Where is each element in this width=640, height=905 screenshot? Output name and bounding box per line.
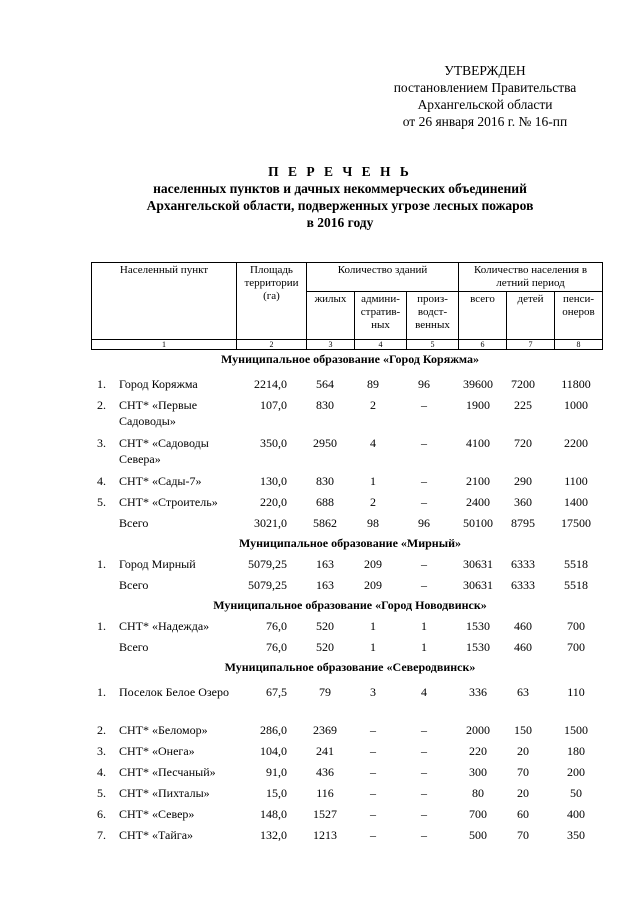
row-name: Город Мирный bbox=[119, 557, 196, 571]
row-pensioners: 700 bbox=[567, 640, 585, 654]
row-admin: 98 bbox=[367, 516, 379, 530]
row-pensioners: 110 bbox=[567, 685, 585, 699]
row-number: 3. bbox=[97, 744, 106, 758]
row-production: 1 bbox=[421, 619, 427, 633]
row-number: 1. bbox=[97, 619, 106, 633]
table-row bbox=[91, 397, 609, 428]
row-residential: 116 bbox=[316, 786, 334, 800]
row-residential: 163 bbox=[316, 557, 334, 571]
title-line1: населенных пунктов и дачных некоммерческих объединений bbox=[153, 181, 527, 196]
row-pensioners: 2200 bbox=[564, 436, 588, 450]
table-row bbox=[91, 618, 609, 638]
row-children: 60 bbox=[517, 807, 529, 821]
table-row bbox=[91, 473, 609, 493]
row-children: 63 bbox=[517, 685, 529, 699]
row-population-all: 39600 bbox=[463, 377, 493, 391]
document-title bbox=[60, 163, 620, 231]
section-title: Муниципальное образование «Город Новодвинск» bbox=[213, 598, 487, 612]
row-name: СНТ* «Тайга» bbox=[119, 828, 194, 842]
row-area: 286,0 bbox=[260, 723, 287, 737]
col-num: 5 bbox=[407, 340, 459, 350]
section-title: Муниципальное образование «Мирный» bbox=[238, 536, 462, 550]
row-name: Всего bbox=[119, 516, 149, 530]
row-population-all: 1530 bbox=[466, 619, 490, 633]
row-admin: – bbox=[370, 723, 376, 737]
col-num: 6 bbox=[459, 340, 507, 350]
row-children: 70 bbox=[517, 828, 529, 842]
header-children: детей bbox=[507, 292, 555, 340]
row-residential: 1527 bbox=[313, 807, 337, 821]
row-population-all: 300 bbox=[469, 765, 487, 779]
table-row bbox=[91, 577, 609, 597]
row-pensioners: 1400 bbox=[564, 495, 588, 509]
row-admin: – bbox=[370, 786, 376, 800]
row-production: – bbox=[421, 495, 427, 509]
approval-block bbox=[340, 62, 630, 130]
row-area: 130,0 bbox=[260, 474, 287, 488]
col-num: 2 bbox=[237, 340, 307, 350]
row-area: 91,0 bbox=[266, 765, 287, 779]
row-children: 20 bbox=[517, 786, 529, 800]
row-residential: 688 bbox=[316, 495, 334, 509]
row-admin: 209 bbox=[364, 578, 382, 592]
row-admin: 3 bbox=[370, 685, 376, 699]
row-pensioners: 700 bbox=[567, 619, 585, 633]
row-children: 6333 bbox=[511, 557, 535, 571]
row-residential: 520 bbox=[316, 640, 334, 654]
col-num: 4 bbox=[355, 340, 407, 350]
table-row bbox=[91, 684, 609, 704]
row-population-all: 500 bbox=[469, 828, 487, 842]
table-row bbox=[91, 556, 609, 576]
row-name: СНТ* «Первые Садоводы» bbox=[119, 398, 198, 428]
row-area: 148,0 bbox=[260, 807, 287, 821]
section-title: Муниципальное образование «Северодвинск» bbox=[224, 660, 476, 674]
row-production: – bbox=[421, 398, 427, 412]
row-admin: 89 bbox=[367, 377, 379, 391]
header-residential: жилых bbox=[307, 292, 355, 340]
row-name: СНТ* «Садоводы Севера» bbox=[119, 436, 209, 466]
row-name: СНТ* «Пихталы» bbox=[119, 786, 210, 800]
row-admin: – bbox=[370, 807, 376, 821]
row-number: 3. bbox=[97, 436, 106, 450]
table-row bbox=[91, 806, 609, 826]
row-pensioners: 5518 bbox=[564, 557, 588, 571]
row-population-all: 700 bbox=[469, 807, 487, 821]
row-name: СНТ* «Строитель» bbox=[119, 495, 218, 509]
row-area: 104,0 bbox=[260, 744, 287, 758]
row-children: 225 bbox=[514, 398, 532, 412]
row-pensioners: 5518 bbox=[564, 578, 588, 592]
row-pensioners: 350 bbox=[567, 828, 585, 842]
table-row bbox=[91, 827, 609, 847]
approval-title: УТВЕРЖДЕН bbox=[444, 63, 526, 78]
row-number: 1. bbox=[97, 377, 106, 391]
row-name: Всего bbox=[119, 578, 149, 592]
row-pensioners: 11800 bbox=[561, 377, 591, 391]
row-area: 5079,25 bbox=[248, 557, 287, 571]
row-children: 290 bbox=[514, 474, 532, 488]
row-number: 7. bbox=[97, 828, 106, 842]
row-production: – bbox=[421, 557, 427, 571]
row-admin: 1 bbox=[370, 474, 376, 488]
row-population-all: 2400 bbox=[466, 495, 490, 509]
row-number: 6. bbox=[97, 807, 106, 821]
row-area: 76,0 bbox=[266, 619, 287, 633]
row-name: СНТ* «Сады-7» bbox=[119, 474, 202, 488]
row-production: 96 bbox=[418, 516, 430, 530]
row-pensioners: 1500 bbox=[564, 723, 588, 737]
row-children: 360 bbox=[514, 495, 532, 509]
row-area: 76,0 bbox=[266, 640, 287, 654]
row-production: – bbox=[421, 765, 427, 779]
row-pensioners: 200 bbox=[567, 765, 585, 779]
row-residential: 830 bbox=[316, 474, 334, 488]
header-population: Количество населения в летний период bbox=[459, 263, 603, 292]
row-population-all: 4100 bbox=[466, 436, 490, 450]
title-line2: Архангельской области, подверженных угрозе лесных пожаров bbox=[146, 198, 534, 213]
row-name: СНТ* «Онега» bbox=[119, 744, 195, 758]
table-row bbox=[91, 743, 609, 763]
row-pensioners: 50 bbox=[570, 786, 582, 800]
row-production: – bbox=[421, 723, 427, 737]
col-num: 1 bbox=[92, 340, 237, 350]
row-population-all: 2100 bbox=[466, 474, 490, 488]
row-admin: 1 bbox=[370, 619, 376, 633]
row-area: 350,0 bbox=[260, 436, 287, 450]
row-number: 4. bbox=[97, 474, 106, 488]
row-admin: 2 bbox=[370, 398, 376, 412]
row-children: 70 bbox=[517, 765, 529, 779]
row-children: 150 bbox=[514, 723, 532, 737]
row-name: СНТ* «Песчаный» bbox=[119, 765, 216, 779]
approval-line2: Архангельской области bbox=[417, 97, 553, 112]
row-residential: 564 bbox=[316, 377, 334, 391]
row-pensioners: 17500 bbox=[561, 516, 591, 530]
title-heading: П Е Р Е Ч Е Н Ь bbox=[268, 164, 412, 179]
row-children: 460 bbox=[514, 640, 532, 654]
title-line3: в 2016 году bbox=[306, 215, 374, 230]
row-children: 20 bbox=[517, 744, 529, 758]
row-population-all: 30631 bbox=[463, 578, 493, 592]
row-name: Всего bbox=[119, 640, 149, 654]
row-admin: 209 bbox=[364, 557, 382, 571]
table-row bbox=[91, 435, 609, 466]
row-residential: 2369 bbox=[313, 723, 337, 737]
row-pensioners: 1100 bbox=[564, 474, 588, 488]
row-residential: 79 bbox=[319, 685, 331, 699]
row-population-all: 1900 bbox=[466, 398, 490, 412]
row-children: 7200 bbox=[511, 377, 535, 391]
row-population-all: 30631 bbox=[463, 557, 493, 571]
table-row bbox=[91, 722, 609, 742]
approval-line3: от 26 января 2016 г. № 16-пп bbox=[402, 114, 568, 129]
row-number: 2. bbox=[97, 723, 106, 737]
row-name: Поселок Белое Озеро bbox=[119, 685, 229, 699]
row-admin: 4 bbox=[370, 436, 376, 450]
row-production: 4 bbox=[421, 685, 427, 699]
row-admin: – bbox=[370, 765, 376, 779]
col-num: 7 bbox=[507, 340, 555, 350]
row-population-all: 2000 bbox=[466, 723, 490, 737]
row-admin: – bbox=[370, 744, 376, 758]
table-row bbox=[91, 376, 609, 396]
row-name: Город Коряжма bbox=[119, 377, 198, 391]
row-area: 15,0 bbox=[266, 786, 287, 800]
section-title: Муниципальное образование «Город Коряжма» bbox=[221, 352, 479, 366]
row-population-all: 50100 bbox=[463, 516, 493, 530]
row-number: 5. bbox=[97, 495, 106, 509]
header-settlement: Населенный пункт bbox=[92, 263, 237, 340]
approval-line1: постановлением Правительства bbox=[393, 80, 577, 95]
row-area: 67,5 bbox=[266, 685, 287, 699]
row-pensioners: 400 bbox=[567, 807, 585, 821]
row-number: 5. bbox=[97, 786, 106, 800]
row-children: 6333 bbox=[511, 578, 535, 592]
row-pensioners: 180 bbox=[567, 744, 585, 758]
header-admin: админи-стратив-ных bbox=[355, 292, 407, 340]
row-residential: 2950 bbox=[313, 436, 337, 450]
row-name: СНТ* «Беломор» bbox=[119, 723, 208, 737]
row-number: 4. bbox=[97, 765, 106, 779]
row-population-all: 336 bbox=[469, 685, 487, 699]
row-admin: – bbox=[370, 828, 376, 842]
row-production: – bbox=[421, 786, 427, 800]
row-admin: 1 bbox=[370, 640, 376, 654]
row-area: 107,0 bbox=[260, 398, 287, 412]
table-row bbox=[91, 785, 609, 805]
row-name: СНТ* «Надежда» bbox=[119, 619, 210, 633]
header-buildings: Количество зданий bbox=[307, 263, 459, 292]
row-number: 1. bbox=[97, 685, 106, 699]
table-row bbox=[91, 494, 609, 514]
row-production: – bbox=[421, 828, 427, 842]
header-all: всего bbox=[459, 292, 507, 340]
row-residential: 5862 bbox=[313, 516, 337, 530]
row-residential: 830 bbox=[316, 398, 334, 412]
row-production: – bbox=[421, 807, 427, 821]
row-children: 8795 bbox=[511, 516, 535, 530]
row-production: 96 bbox=[418, 377, 430, 391]
col-num: 8 bbox=[555, 340, 603, 350]
header-production: произ-водст-венных bbox=[407, 292, 459, 340]
row-children: 720 bbox=[514, 436, 532, 450]
table-row bbox=[91, 639, 609, 659]
row-residential: 241 bbox=[316, 744, 334, 758]
row-residential: 1213 bbox=[313, 828, 337, 842]
row-area: 132,0 bbox=[260, 828, 287, 842]
table-row bbox=[91, 764, 609, 784]
row-production: – bbox=[421, 744, 427, 758]
row-population-all: 220 bbox=[469, 744, 487, 758]
col-num: 3 bbox=[307, 340, 355, 350]
row-production: – bbox=[421, 474, 427, 488]
row-area: 5079,25 bbox=[248, 578, 287, 592]
row-area: 3021,0 bbox=[254, 516, 287, 530]
row-residential: 163 bbox=[316, 578, 334, 592]
table-row bbox=[91, 515, 609, 535]
row-pensioners: 1000 bbox=[564, 398, 588, 412]
row-population-all: 80 bbox=[472, 786, 484, 800]
row-area: 220,0 bbox=[260, 495, 287, 509]
row-children: 460 bbox=[514, 619, 532, 633]
row-area: 2214,0 bbox=[254, 377, 287, 391]
row-residential: 520 bbox=[316, 619, 334, 633]
row-number: 1. bbox=[97, 557, 106, 571]
row-population-all: 1530 bbox=[466, 640, 490, 654]
header-pensioners: пенси-онеров bbox=[555, 292, 603, 340]
header-area: Площадь территории (га) bbox=[237, 263, 307, 340]
row-production: – bbox=[421, 578, 427, 592]
row-residential: 436 bbox=[316, 765, 334, 779]
table-header bbox=[91, 262, 603, 350]
row-production: 1 bbox=[421, 640, 427, 654]
row-production: – bbox=[421, 436, 427, 450]
row-number: 2. bbox=[97, 398, 106, 412]
row-admin: 2 bbox=[370, 495, 376, 509]
row-name: СНТ* «Север» bbox=[119, 807, 195, 821]
